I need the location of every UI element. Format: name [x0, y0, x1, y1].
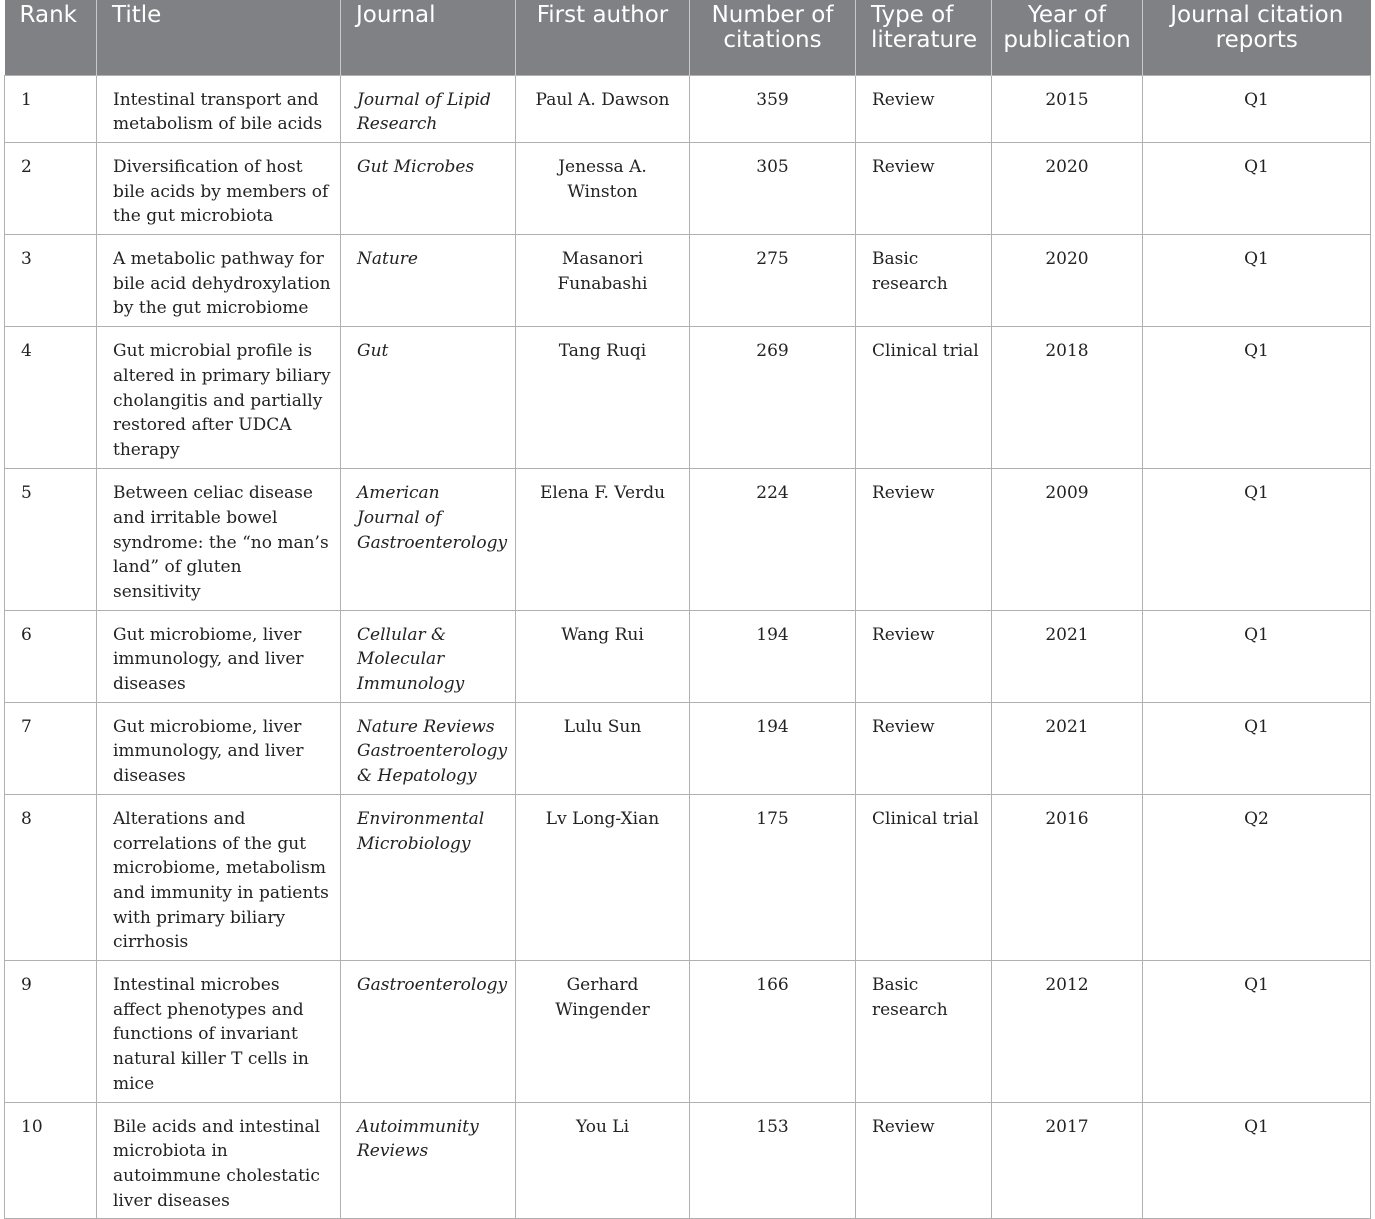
cell-year: 2017 — [992, 1102, 1143, 1219]
cell-first-author: You Li — [516, 1102, 690, 1219]
cell-journal: Nature Reviews Gastroenterology & Hepatology — [341, 702, 516, 794]
cell-type: Review — [856, 75, 992, 142]
cell-title: Gut microbiome, liver immunology, and liver diseases — [97, 610, 341, 702]
cell-citations: 269 — [690, 327, 856, 469]
cell-first-author: Gerhard Wingender — [516, 961, 690, 1103]
citations-table — [4, 0, 1371, 1219]
table-row — [5, 961, 1371, 1103]
cell-year: 2018 — [992, 327, 1143, 469]
cell-first-author: Paul A. Dawson — [516, 75, 690, 142]
header-journal: Journal — [341, 0, 516, 75]
cell-journal: Gut Microbes — [341, 142, 516, 234]
header-type: Type of literature — [856, 0, 992, 75]
cell-citations: 305 — [690, 142, 856, 234]
cell-citations: 224 — [690, 469, 856, 611]
cell-year: 2020 — [992, 142, 1143, 234]
table-row — [5, 327, 1371, 469]
cell-rank: 10 — [5, 1102, 97, 1219]
cell-rank: 5 — [5, 469, 97, 611]
table-body — [5, 75, 1371, 1219]
cell-journal: Autoimmunity Reviews — [341, 1102, 516, 1219]
table-header — [5, 0, 1371, 75]
cell-title: Alterations and correlations of the gut microbiome, metabolism and immunity in patients with primary biliary cirrhosis — [97, 794, 341, 960]
header-rank: Rank — [5, 0, 97, 75]
cell-title: Intestinal transport and metabolism of bile acids — [97, 75, 341, 142]
cell-jcr: Q1 — [1143, 469, 1371, 611]
cell-title: A metabolic pathway for bile acid dehydroxylation by the gut microbiome — [97, 235, 341, 327]
cell-jcr: Q1 — [1143, 75, 1371, 142]
cell-first-author: Wang Rui — [516, 610, 690, 702]
cell-citations: 194 — [690, 610, 856, 702]
cell-journal: Nature — [341, 235, 516, 327]
cell-type: Clinical trial — [856, 327, 992, 469]
table-row — [5, 702, 1371, 794]
cell-type: Review — [856, 142, 992, 234]
cell-type: Review — [856, 1102, 992, 1219]
cell-jcr: Q1 — [1143, 235, 1371, 327]
cell-year: 2009 — [992, 469, 1143, 611]
cell-jcr: Q1 — [1143, 142, 1371, 234]
cell-first-author: Masanori Funabashi — [516, 235, 690, 327]
cell-citations: 359 — [690, 75, 856, 142]
header-row — [5, 0, 1371, 75]
header-citations: Number of citations — [690, 0, 856, 75]
cell-type: Review — [856, 610, 992, 702]
cell-jcr: Q1 — [1143, 702, 1371, 794]
cell-title: Gut microbial profile is altered in primary biliary cholangitis and partially restored after UDCA therapy — [97, 327, 341, 469]
header-first-author: First author — [516, 0, 690, 75]
cell-citations: 275 — [690, 235, 856, 327]
cell-journal: Journal of Lipid Research — [341, 75, 516, 142]
cell-title: Intestinal microbes affect phenotypes and functions of invariant natural killer T cells in mice — [97, 961, 341, 1103]
cell-title: Gut microbiome, liver immunology, and liver diseases — [97, 702, 341, 794]
cell-jcr: Q2 — [1143, 794, 1371, 960]
cell-first-author: Jenessa A. Winston — [516, 142, 690, 234]
cell-journal: Gut — [341, 327, 516, 469]
cell-rank: 6 — [5, 610, 97, 702]
table-row — [5, 1102, 1371, 1219]
cell-title: Between celiac disease and irritable bowel syndrome: the “no man’s land” of gluten sensitivity — [97, 469, 341, 611]
table-row — [5, 794, 1371, 960]
header-year: Year of publication — [992, 0, 1143, 75]
cell-year: 2012 — [992, 961, 1143, 1103]
cell-rank: 7 — [5, 702, 97, 794]
cell-type: Review — [856, 702, 992, 794]
cell-journal: Environmental Microbiology — [341, 794, 516, 960]
cell-year: 2020 — [992, 235, 1143, 327]
table-row — [5, 75, 1371, 142]
cell-title: Bile acids and intestinal microbiota in autoimmune cholestatic liver diseases — [97, 1102, 341, 1219]
cell-year: 2021 — [992, 702, 1143, 794]
table-row — [5, 469, 1371, 611]
table-row — [5, 142, 1371, 234]
cell-citations: 194 — [690, 702, 856, 794]
table-row — [5, 610, 1371, 702]
cell-type: Basic research — [856, 961, 992, 1103]
cell-citations: 153 — [690, 1102, 856, 1219]
cell-citations: 175 — [690, 794, 856, 960]
cell-jcr: Q1 — [1143, 961, 1371, 1103]
cell-year: 2015 — [992, 75, 1143, 142]
cell-first-author: Lv Long-Xian — [516, 794, 690, 960]
cell-jcr: Q1 — [1143, 327, 1371, 469]
table-row — [5, 235, 1371, 327]
cell-journal: Gastroenterology — [341, 961, 516, 1103]
cell-rank: 1 — [5, 75, 97, 142]
cell-type: Basic research — [856, 235, 992, 327]
cell-type: Clinical trial — [856, 794, 992, 960]
cell-jcr: Q1 — [1143, 1102, 1371, 1219]
cell-year: 2016 — [992, 794, 1143, 960]
cell-rank: 3 — [5, 235, 97, 327]
cell-citations: 166 — [690, 961, 856, 1103]
cell-journal: American Journal of Gastroenterology — [341, 469, 516, 611]
cell-first-author: Lulu Sun — [516, 702, 690, 794]
cell-first-author: Elena F. Verdu — [516, 469, 690, 611]
cell-year: 2021 — [992, 610, 1143, 702]
cell-type: Review — [856, 469, 992, 611]
cell-rank: 2 — [5, 142, 97, 234]
header-jcr: Journal citation reports — [1143, 0, 1371, 75]
cell-journal: Cellular & Molecular Immunology — [341, 610, 516, 702]
cell-rank: 4 — [5, 327, 97, 469]
cell-rank: 9 — [5, 961, 97, 1103]
cell-jcr: Q1 — [1143, 610, 1371, 702]
cell-title: Diversification of host bile acids by members of the gut microbiota — [97, 142, 341, 234]
header-title: Title — [97, 0, 341, 75]
cell-first-author: Tang Ruqi — [516, 327, 690, 469]
cell-rank: 8 — [5, 794, 97, 960]
